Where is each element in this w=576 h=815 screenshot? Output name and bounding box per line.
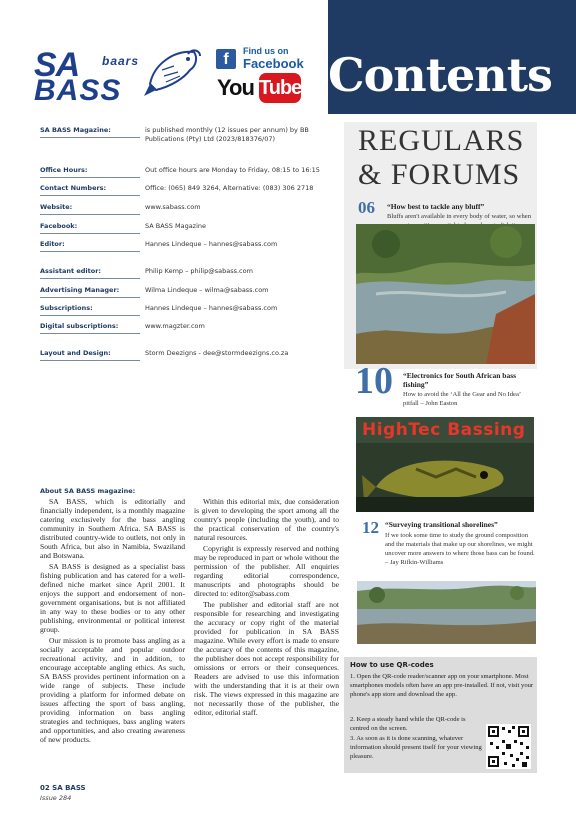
facebook-badge[interactable] bbox=[216, 46, 302, 72]
about-paragraph: SA BASS is designed as a specialist bass fishing publication and has catered for a well-defined niche market since April 2001. It enjoys the support and endorsement of non-government organisations, but is not affiliated in any way to these bodies or to any other publishing, environmental or political interest group. bbox=[40, 562, 185, 634]
qr-code-art bbox=[486, 724, 531, 769]
info-value: Hannes Lindeque – hannes@sabass.com bbox=[145, 304, 278, 312]
river-photo-art bbox=[356, 224, 535, 364]
about-paragraph: SA BASS, which is editorially and financially independent, is a monthly magazine catering exclusively for the bass angling community in Southern Africa. SA BASS is distributed country-wide to outlets, not only in South Africa, but also in Namibia, Swaziland and Botswana. bbox=[40, 497, 185, 560]
info-value: Wilma Lindeque – wilma@sabass.com bbox=[145, 286, 269, 294]
youtube-you: You bbox=[217, 75, 254, 100]
page-number: 02 SA BASS bbox=[40, 784, 86, 792]
section-title bbox=[358, 124, 524, 192]
facebook-label: Facebook bbox=[243, 56, 304, 71]
youtube-tube: Tube bbox=[259, 73, 301, 103]
logo-bass-text: BASS bbox=[34, 74, 122, 107]
river-photo bbox=[356, 224, 535, 364]
info-value: Office: (065) 849 3264, Alternative: (083) 306 2718 bbox=[145, 184, 314, 192]
article-number: 12 bbox=[362, 518, 379, 537]
info-label: Website: bbox=[40, 203, 140, 215]
info-value: is published monthly (12 issues per annum) by BB Publications (Pty) Ltd (2023/818376/07) bbox=[145, 126, 309, 143]
about-paragraph: Our mission is to promote bass angling as a socially acceptable and popular outdoor recreational activity, and in addition, to encourage acceptable angling ethics. As such, SA BASS provides pertinent information on a wide range of subjects. These include providing a platform for informed debate on issues affecting the sport of bass angling, providing information on bass angling strategies and techniques, bass angling waters and opportunities, and also creating awareness of new products. bbox=[40, 636, 185, 744]
info-label: Subscriptions: bbox=[40, 304, 140, 316]
info-value: Storm Deezigns - dee@stormdeezigns.co.za bbox=[145, 349, 289, 357]
qr-step: 3. As soon as it is done scanning, whatever information should present itself for your viewing pleasure. bbox=[350, 735, 482, 760]
contents-banner bbox=[328, 0, 576, 114]
info-label: Editor: bbox=[40, 240, 140, 252]
info-label: Advertising Manager: bbox=[40, 286, 140, 298]
article-number: 06 bbox=[358, 198, 375, 217]
article-title[interactable]: “Surveying transitional shorelines” bbox=[385, 520, 498, 529]
info-label: SA BASS Magazine: bbox=[40, 126, 140, 138]
about-heading: About SA BASS magazine: bbox=[40, 487, 136, 495]
qr-title: How to use QR-codes bbox=[350, 661, 434, 669]
about-paragraph: The publisher and editorial staff are not responsible for researching and investigating the accuracy or copy right of the material provided for publication in SA BASS magazine. While every effort is made to ensure the accuracy of the contents of this magazine, the publisher does not accept responsibility for omissions or errors or their consequences. Readers are advised to use this information with the understanding that it is at their own risk. The views expressed in this magazine are not necessarily those of the publisher, the editor, editorial staff. bbox=[194, 600, 339, 717]
info-label: Office Hours: bbox=[40, 166, 140, 178]
about-paragraph: Within this editorial mix, due consideration is given to developing the sport among all the country's people (including the youth), and to the practical conservation of the country's natural resources. bbox=[194, 497, 339, 542]
facebook-find-us: Find us on bbox=[243, 46, 289, 56]
info-value[interactable]: www.sabass.com bbox=[145, 203, 201, 211]
youtube-badge[interactable] bbox=[217, 73, 303, 103]
info-label: Layout and Design: bbox=[40, 349, 140, 361]
hightec-title: HighTec Bassing bbox=[362, 420, 526, 440]
article-title[interactable]: “Electronics for South African bass fishing” bbox=[403, 371, 517, 389]
article-description: How to avoid the ‘All the Gear and No Idea’ pitfall – John Easton bbox=[403, 391, 521, 407]
info-value: Philip Kemp – philip@sabass.com bbox=[145, 267, 253, 275]
info-label: Facebook: bbox=[40, 222, 140, 234]
issue-number: Issue 284 bbox=[40, 794, 72, 802]
sa-bass-logo bbox=[34, 44, 194, 107]
about-column-2 bbox=[194, 497, 339, 719]
info-label: Contact Numbers: bbox=[40, 184, 140, 196]
section-title-line-1: REGULARS bbox=[358, 124, 525, 157]
article-description: Bluffs aren't available in every body of water, so when bbox=[387, 213, 531, 220]
logo-baars-text: baars bbox=[102, 54, 140, 68]
info-label: Assistant editor: bbox=[40, 267, 140, 279]
qr-step: 2. Keep a steady hand while the QR-code is centred on the screen. bbox=[350, 716, 466, 732]
shoreline-art bbox=[357, 581, 536, 644]
about-paragraph: Copyright is expressly reserved and nothing may be reproduced in part or whole without the permission of the publisher. All enquiries regarding editorial correspondence, manuscripts and photographs should be directed to: editor@sabass.com bbox=[194, 544, 339, 598]
shoreline-photo bbox=[357, 581, 536, 644]
logo-sa-text: SA bbox=[34, 46, 80, 84]
article-description: If we took some time to study the ground composition and the materials that make up our shorelines, we might uncover more answers to where those bass can be found. – Jay Rifkin-Williams bbox=[385, 532, 535, 566]
hightec-banner bbox=[356, 417, 534, 512]
info-value: Out office hours are Monday to Friday, 08:15 to 16:15 bbox=[145, 166, 320, 174]
info-value[interactable]: www.magzter.com bbox=[145, 322, 205, 330]
bass-fish-icon bbox=[144, 44, 202, 100]
article-title[interactable]: “How best to tackle any bluff” bbox=[387, 202, 485, 211]
page-title: Contents bbox=[328, 48, 552, 102]
info-value: Hannes Lindeque – hannes@sabass.com bbox=[145, 240, 278, 248]
qr-step: 1. Open the QR-code reader/scanner app on your smartphone. Most smartphones models often have an app pre-installed. If not, visit your phone's app store and download the app. bbox=[350, 673, 534, 698]
article-number: 10 bbox=[355, 360, 393, 402]
info-value: SA BASS Magazine bbox=[145, 222, 207, 230]
facebook-icon: f bbox=[216, 49, 236, 69]
qr-code-icon[interactable] bbox=[486, 724, 531, 769]
section-title-line-2: & FORUMS bbox=[358, 158, 521, 191]
info-label: Digital subscriptions: bbox=[40, 322, 140, 334]
about-column-1 bbox=[40, 497, 185, 746]
